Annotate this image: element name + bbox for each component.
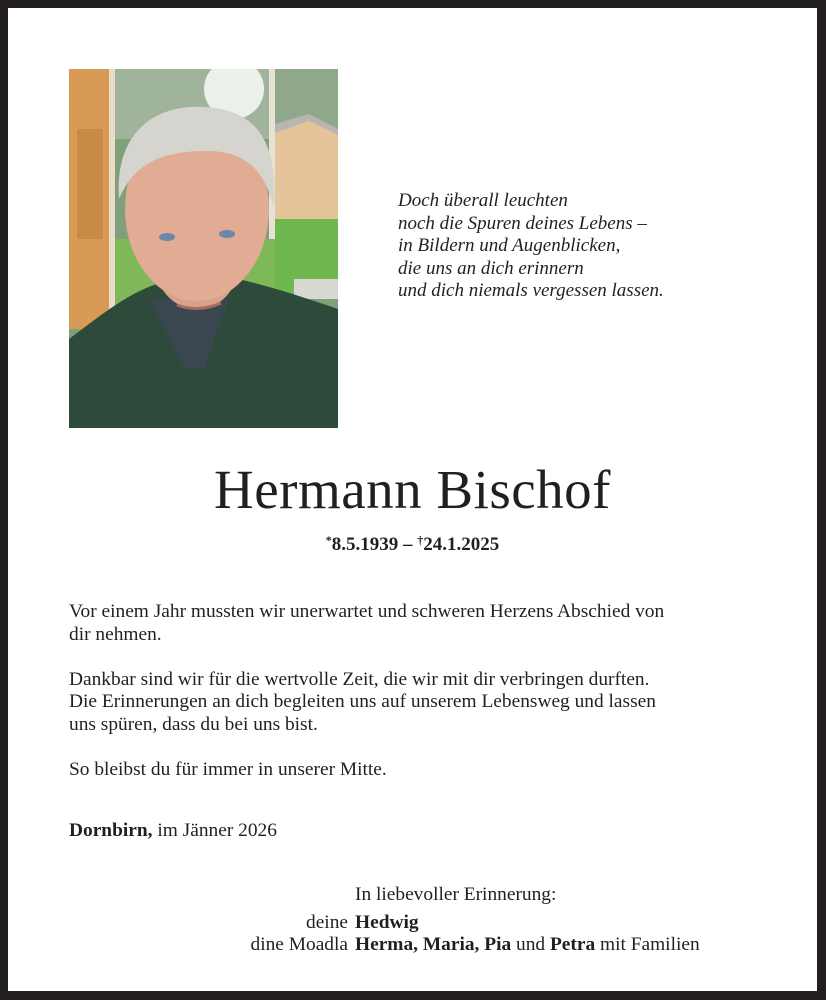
quote-line: noch die Spuren deines Lebens –	[398, 212, 647, 234]
text-line: Die Erinnerungen an dich begleiten uns auf unserem Lebensweg und lassen	[69, 691, 656, 713]
paragraph	[69, 601, 769, 646]
text-line: uns spüren, dass du bei uns bist.	[69, 713, 318, 735]
signature-names: Herma, Maria, Pia	[355, 934, 512, 955]
portrait-image	[69, 69, 338, 428]
paragraph	[69, 669, 769, 737]
signature-label: dine Moadla	[250, 934, 348, 955]
life-dates	[8, 528, 817, 557]
place-date: im Jänner 2026	[152, 820, 277, 841]
date-separator: –	[398, 534, 418, 555]
death-symbol: †	[417, 533, 424, 547]
quote-line: in Bildern und Augenblicken,	[398, 235, 621, 256]
signature-suffix: mit Familien	[595, 934, 700, 955]
signature-name: Petra	[549, 934, 596, 955]
text-line: dir nehmen.	[69, 623, 162, 645]
quote-line: und dich niemals vergessen lassen.	[398, 280, 664, 301]
quote-line: die uns an dich erinnern	[398, 257, 584, 279]
text-line: Vor einem Jahr mussten wir unerwartet und schweren Herzens Abschied von	[69, 601, 665, 622]
quote-line: Doch überall leuchten	[398, 190, 568, 211]
death-date: 24.1.2025	[423, 534, 500, 555]
signature-conjunction: und	[511, 934, 550, 955]
paragraph	[69, 759, 769, 782]
signature-name: Hedwig	[355, 912, 419, 933]
birth-symbol: *	[325, 533, 332, 547]
portrait-photo	[69, 69, 338, 428]
place-and-date	[69, 819, 277, 843]
obituary-page	[8, 8, 817, 991]
birth-date: 8.5.1939	[331, 534, 399, 555]
memorial-quote	[398, 190, 664, 303]
place-city: Dornbirn,	[69, 820, 153, 841]
deceased-name: Hermann Bischof	[214, 459, 611, 520]
signature-label: deine	[306, 912, 348, 933]
text-line: Dankbar sind wir für die wertvolle Zeit, die wir mit dir verbringen durften.	[69, 668, 650, 690]
text-line: So bleibst du für immer in unserer Mitte.	[69, 759, 387, 781]
obituary-text	[69, 601, 769, 804]
signature-heading: In liebevoller Erinnerung:	[355, 884, 557, 905]
